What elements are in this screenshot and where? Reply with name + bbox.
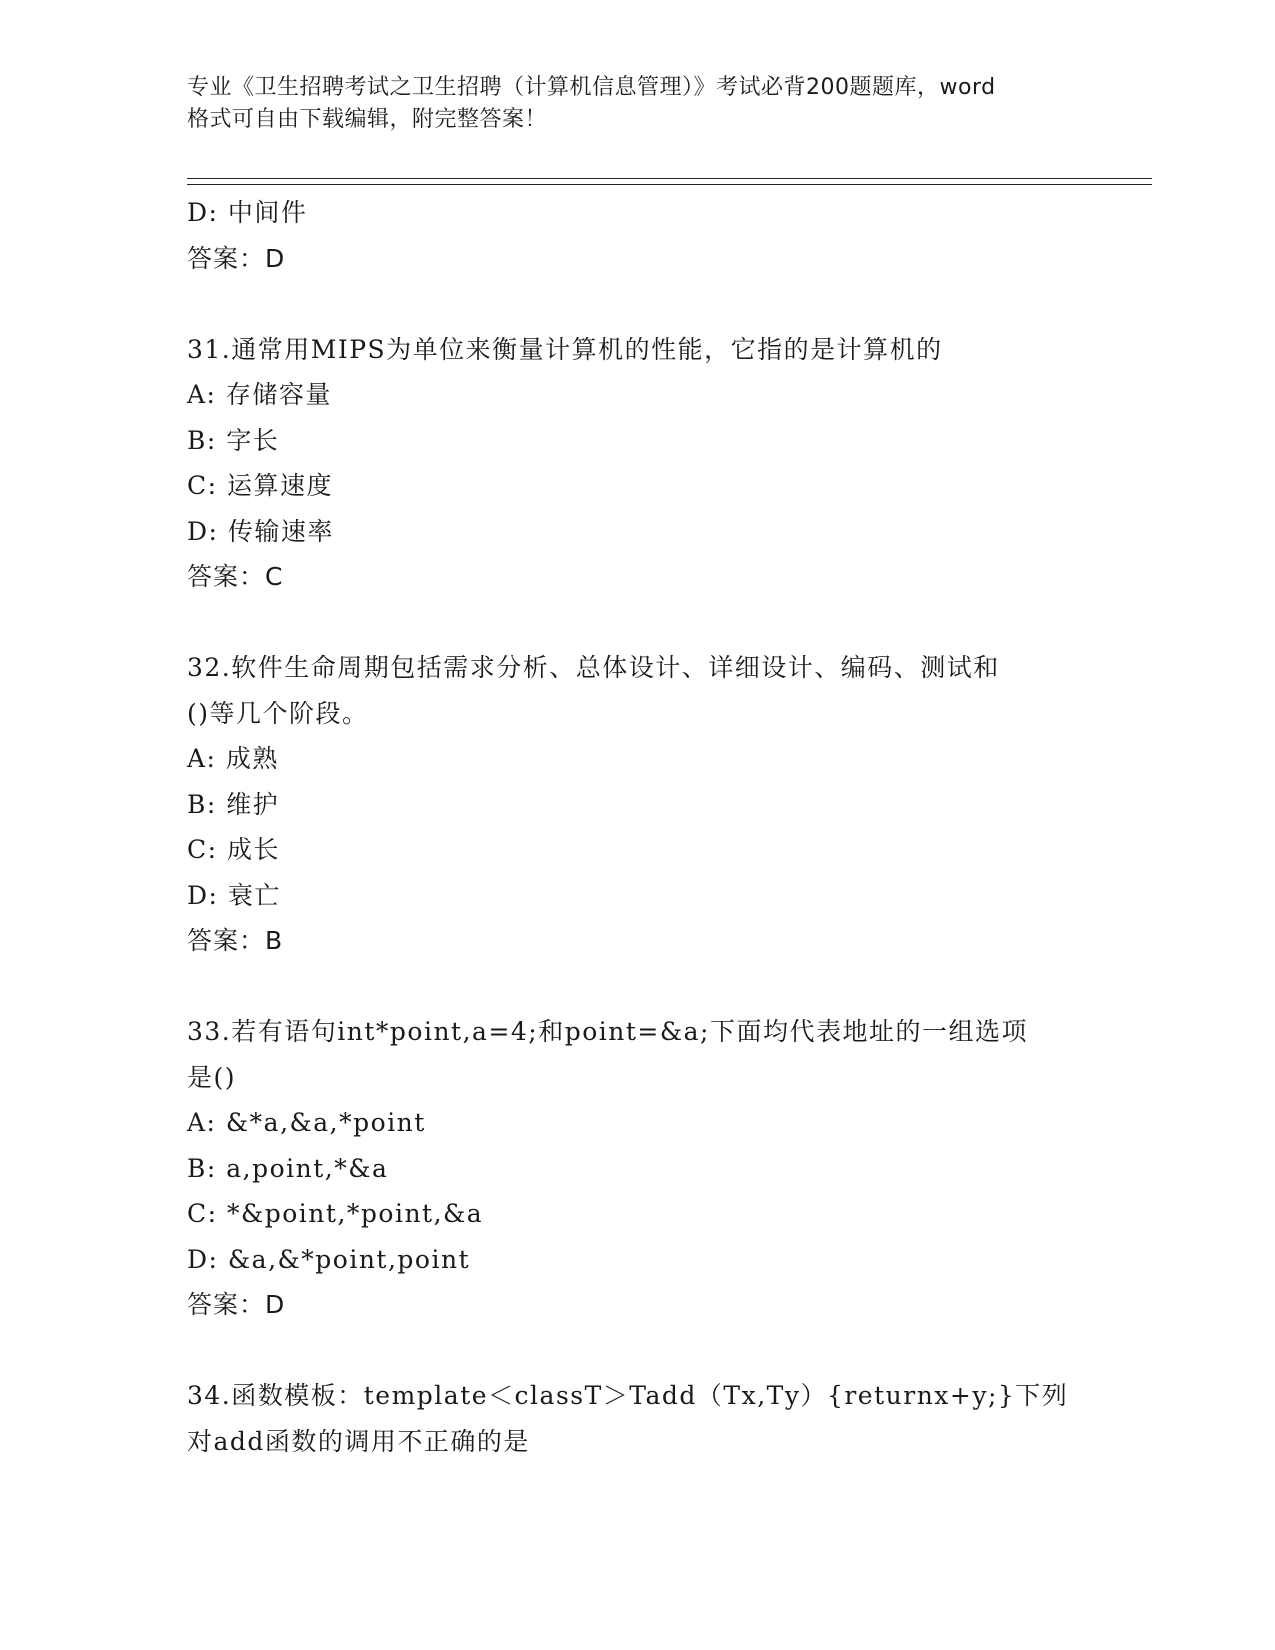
header-rule-top: [187, 178, 1152, 179]
question-text: 31.通常用MIPS为单位来衡量计算机的性能，它指的是计算机的: [187, 334, 943, 364]
spacer: [187, 281, 1087, 327]
prev-answer: 答案：D: [187, 243, 286, 273]
question-32: [187, 645, 1087, 964]
option-c: C: *&point,*point,&a: [187, 1199, 484, 1228]
question-text: 33.若有语句int*point,a=4;和point=&a;下面均代表地址的一组选项: [187, 1017, 1028, 1046]
option-a: A: 存储容量: [187, 380, 332, 409]
header-line-1: 专业《卫生招聘考试之卫生招聘（计算机信息管理）》考试必背200题题库，word: [187, 75, 996, 100]
option-b: B: 字长: [187, 425, 280, 455]
answer: 答案：C: [187, 562, 284, 591]
document-header: [187, 72, 1087, 136]
spacer: [187, 600, 1087, 646]
question-text-continued: ()等几个阶段。: [187, 698, 369, 728]
option-d: D: &a,&*point,point: [187, 1244, 471, 1274]
header-rule-bottom: [187, 184, 1152, 185]
question-33: [187, 1009, 1087, 1328]
question-content: [187, 190, 1087, 1464]
answer: 答案：D: [187, 1290, 286, 1319]
option-b: B: 维护: [187, 789, 280, 819]
option-c: C: 运算速度: [187, 471, 333, 500]
question-text: 34.函数模板：template＜classT＞Tadd（Tx,Ty）{returnx+y;}下列: [187, 1381, 1069, 1410]
spacer: [187, 964, 1087, 1010]
question-text-continued: 对add函数的调用不正确的是: [187, 1426, 530, 1456]
question-text: 32.软件生命周期包括需求分析、总体设计、详细设计、编码、测试和: [187, 653, 1000, 682]
question-34: [187, 1373, 1087, 1464]
option-c: C: 成长: [187, 835, 280, 864]
question-text-continued: 是(): [187, 1062, 237, 1092]
option-a: A: 成熟: [187, 744, 279, 773]
question-31: [187, 327, 1087, 600]
option-d: D: 衰亡: [187, 880, 281, 910]
option-d: D: 传输速率: [187, 516, 334, 546]
header-line-2: 格式可自由下载编辑，附完整答案！: [187, 107, 548, 132]
option-a: A: &*a,&a,*point: [187, 1108, 426, 1137]
answer: 答案：B: [187, 926, 284, 955]
option-b: B: a,point,*&a: [187, 1153, 389, 1183]
prev-option-d: D: 中间件: [187, 198, 308, 227]
spacer: [187, 1328, 1087, 1374]
